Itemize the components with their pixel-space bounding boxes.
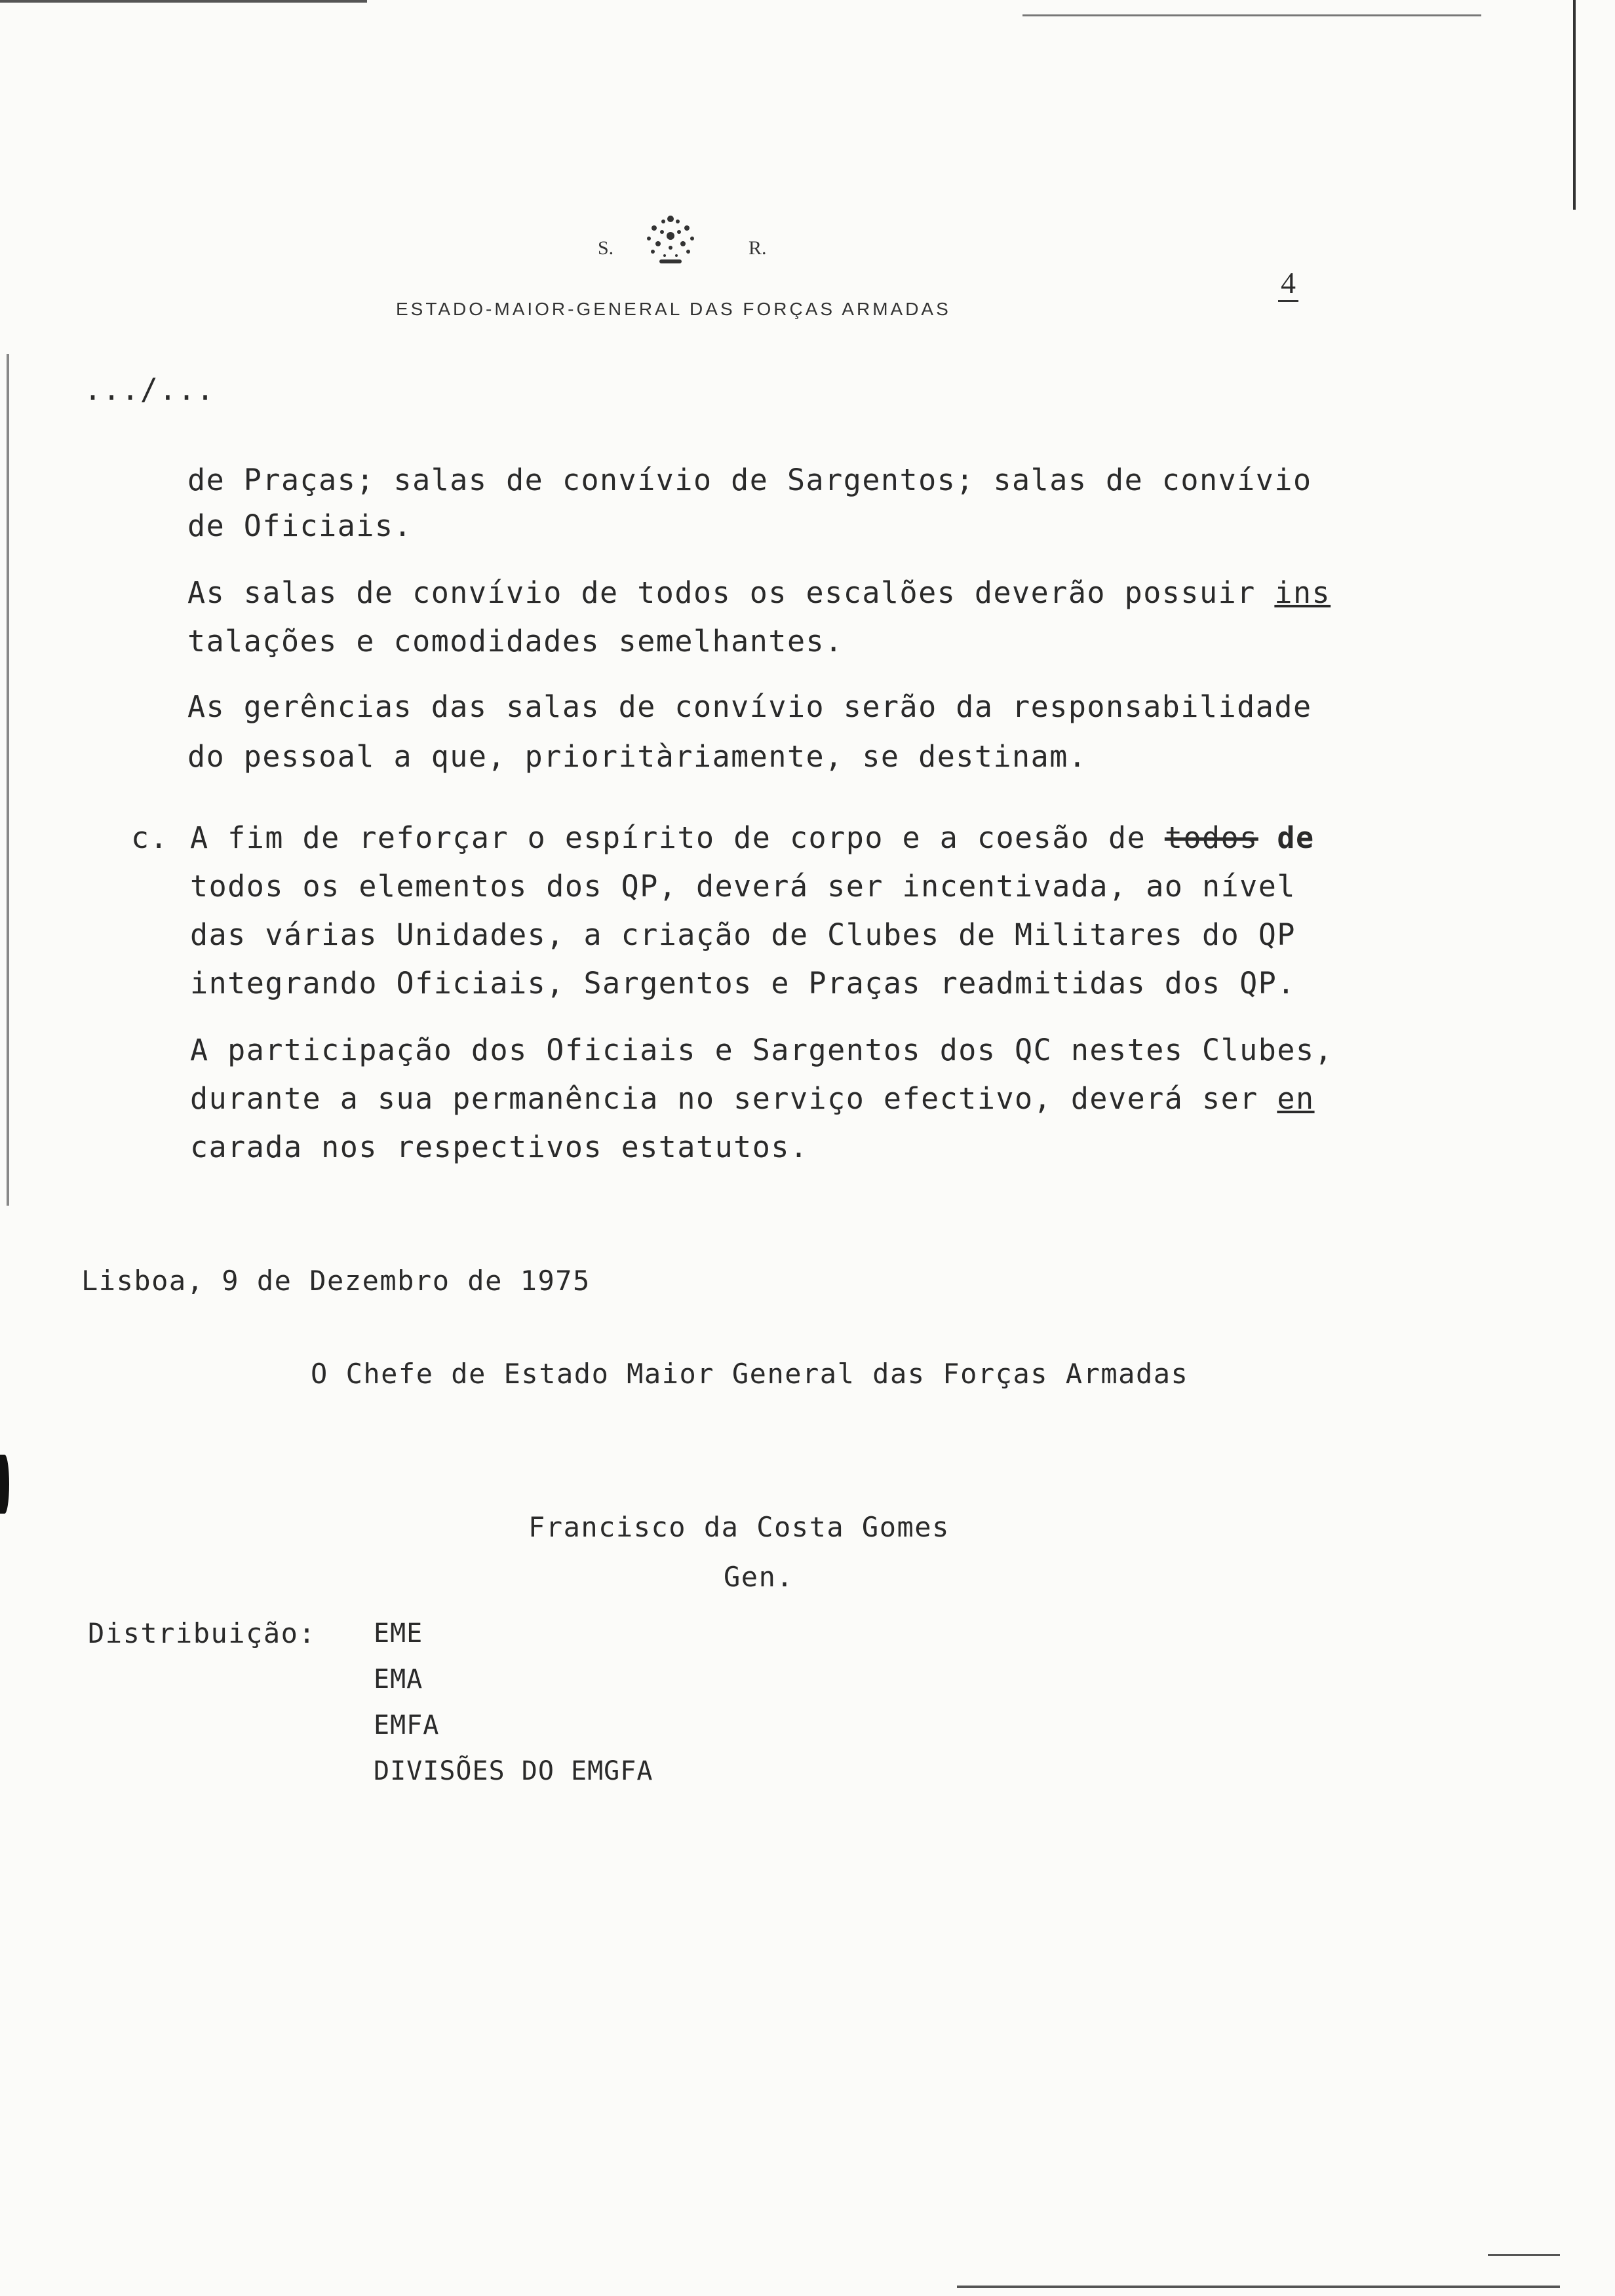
header-r-label: R. xyxy=(749,237,767,259)
scan-edge-top-right xyxy=(1022,14,1481,16)
scan-edge-bottom xyxy=(957,2286,1560,2288)
hyphenation-fragment: ins xyxy=(1274,575,1331,610)
signatory-name: Francisco da Costa Gomes xyxy=(528,1511,950,1543)
continuation-marker: .../... xyxy=(84,372,216,407)
header-s-label: S. xyxy=(598,237,614,259)
scan-blob-left xyxy=(0,1455,9,1514)
scan-edge-right xyxy=(1573,0,1576,210)
page-number: 4 xyxy=(1278,265,1298,302)
text-line xyxy=(187,575,1331,610)
distribution-item: EMA xyxy=(374,1664,423,1694)
signatory-rank: Gen. xyxy=(724,1561,794,1593)
institution-name: ESTADO-MAIOR-GENERAL DAS FORÇAS ARMADAS xyxy=(396,299,951,319)
text-line: do pessoal a que, prioritàriamente, se destinam. xyxy=(187,739,1087,774)
text-line: de Oficiais. xyxy=(187,508,413,543)
text-line xyxy=(190,1081,1315,1116)
struck-word: todos xyxy=(1164,820,1258,855)
text-line-body: As salas de convívio de todos os escalões deverão possuir xyxy=(187,575,1275,610)
scan-edge-bottom-right xyxy=(1488,2254,1560,2256)
distribution-label: Distribuição: xyxy=(88,1617,317,1649)
coat-of-arms-emblem xyxy=(634,210,707,278)
text-line-body: durante a sua permanência no serviço efectivo, deverá ser xyxy=(190,1081,1277,1116)
paragraph-marker: c. xyxy=(131,820,169,855)
text-line: talações e comodidades semelhantes. xyxy=(187,624,844,659)
signature-title: O Chefe de Estado Maior General das Forças Armadas xyxy=(311,1358,1189,1390)
text-line: todos os elementos dos QP, deverá ser incentivada, ao nível xyxy=(190,869,1296,904)
distribution-item: EMFA xyxy=(374,1710,440,1740)
text-line: As gerências das salas de convívio serão da responsabilidade xyxy=(187,689,1312,724)
text-line: das várias Unidades, a criação de Clubes de Militares do QP xyxy=(190,917,1296,952)
text-line xyxy=(190,820,1315,855)
text-line: integrando Oficiais, Sargentos e Praças readmitidas dos QP. xyxy=(190,966,1296,1001)
text-line: de Praças; salas de convívio de Sargentos; salas de convívio xyxy=(187,463,1312,497)
scan-edge-top xyxy=(0,0,367,3)
scan-edge-left xyxy=(7,354,9,1206)
text-line: A participação dos Oficiais e Sargentos dos QC nestes Clubes, xyxy=(190,1033,1334,1067)
text-line-body: A fim de reforçar o espírito de corpo e a coesão de xyxy=(190,820,1165,855)
hyphenation-fragment: en xyxy=(1277,1081,1315,1116)
text-line-tail: de xyxy=(1258,820,1315,855)
text-line: carada nos respectivos estatutos. xyxy=(190,1130,809,1164)
place-date: Lisboa, 9 de Dezembro de 1975 xyxy=(81,1265,591,1297)
distribution-item: DIVISÕES DO EMGFA xyxy=(374,1756,653,1786)
distribution-item: EME xyxy=(374,1618,423,1649)
